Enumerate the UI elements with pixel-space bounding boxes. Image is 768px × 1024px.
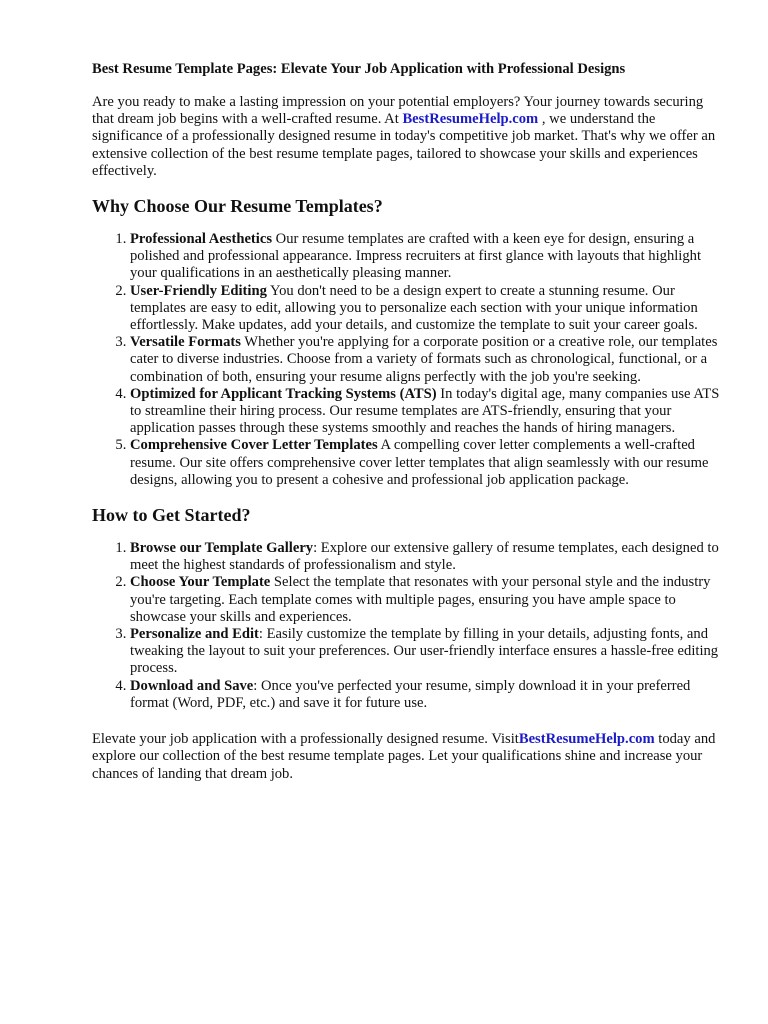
list-item: 2. User-Friendly Editing You don't need to be a design expert to create a stunning resume. Our templates are easy to edit, allowing you to personalize each section with your unique information effortlessly. Make updates, add your details, and customize the template to suit your career goals.: [130, 283, 722, 335]
why-list: [92, 231, 722, 489]
best-resume-help-link-closing[interactable]: BestResumeHelp.com: [518, 731, 655, 748]
closing-text-end: today and explore our collection of the best resume template pages. Let your qualifications shine and increase your chances of landing that dream job.: [92, 731, 716, 782]
why-heading: Why Choose Our Resume Templates?: [92, 196, 383, 217]
start-list: [92, 540, 722, 712]
list-item: 4. Download and Save: Once you've perfected your resume, simply download it in your preferred format (Word, PDF, etc.) and save it for future use.: [130, 678, 722, 712]
closing-text-start: Elevate your job application with a professionally designed resume. Visit: [92, 731, 519, 748]
document-page: [92, 60, 722, 783]
list-item: 1. Professional Aesthetics Our resume templates are crafted with a keen eye for design, ensuring a polished and professional appearance. Impress recruiters at first glance with layouts that highlight your qualifications in an aesthetically pleasing manner.: [130, 231, 722, 283]
intro-paragraph: [92, 94, 722, 180]
closing-paragraph: [92, 731, 722, 783]
start-heading: How to Get Started?: [92, 505, 251, 526]
intro-text-end: , we understand the significance of a professionally designed resume in today's competitive job market. That's why we offer an extensive collection of the best resume template pages, tailored to showcase your skills and experiences effectively.: [92, 111, 716, 179]
list-item: 2. Choose Your Template Select the template that resonates with your personal style and the industry you're targeting. Each template comes with multiple pages, ensuring you have ample space to showcase your skills and experiences.: [130, 574, 722, 626]
list-item: 1. Browse our Template Gallery: Explore our extensive gallery of resume templates, each designed to meet the highest standards of professionalism and style.: [130, 540, 722, 574]
document-title: Best Resume Template Pages: Elevate Your Job Application with Professional Designs: [92, 61, 626, 77]
list-item: 4. Optimized for Applicant Tracking Systems (ATS) In today's digital age, many companies use ATS to streamline their hiring process. Our resume templates are ATS-friendly, ensuring that your application passes through these systems smoothly and reaches the hands of hiring managers.: [130, 386, 722, 438]
best-resume-help-link[interactable]: BestResumeHelp.com: [402, 111, 539, 128]
list-item: 5. Comprehensive Cover Letter Templates A compelling cover letter complements a well-crafted resume. Our site offers comprehensive cover letter templates that align seamlessly with our resume designs, allowing you to present a cohesive and professional job application package.: [130, 437, 722, 489]
list-item: 3. Personalize and Edit: Easily customize the template by filling in your details, adjusting fonts, and tweaking the layout to suit your preferences. Our user-friendly interface ensures a hassle-free editing process.: [130, 626, 722, 678]
intro-text-start: Are you ready to make a lasting impression on your potential employers? Your journey towards securing that dream job begins with a well-crafted resume. At: [92, 94, 704, 128]
list-item: 3. Versatile Formats Whether you're applying for a corporate position or a creative role, our templates cater to diverse industries. Choose from a variety of formats such as chronological, functional, or a combination of both, ensuring your resume aligns perfectly with the job you're seeking.: [130, 334, 722, 386]
